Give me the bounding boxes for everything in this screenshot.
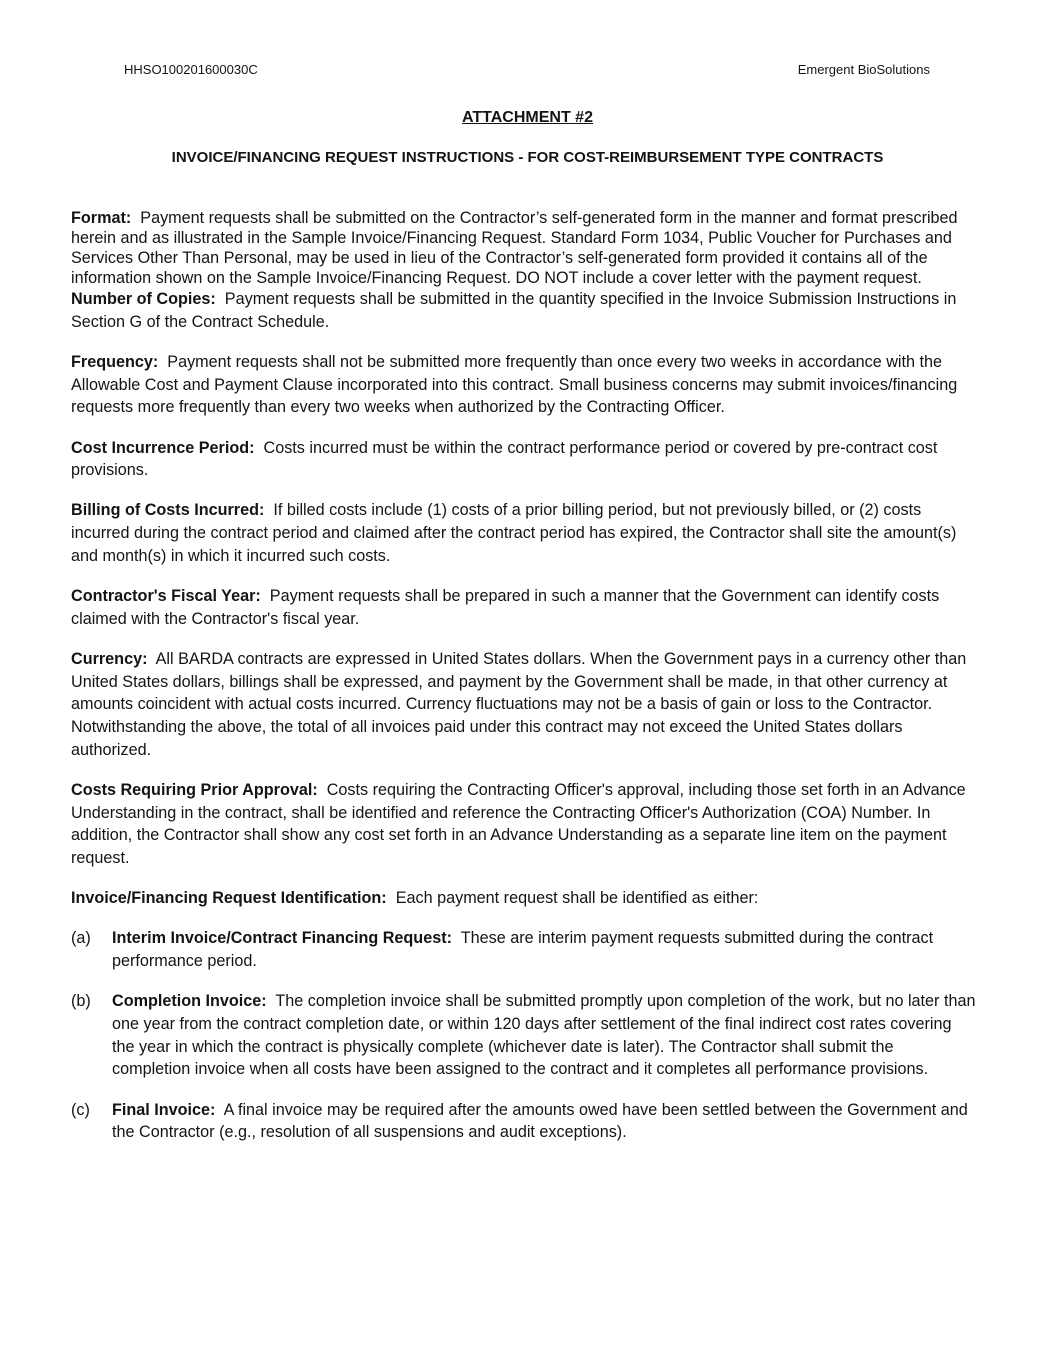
item-label: Interim Invoice/Contract Financing Request: xyxy=(112,929,452,948)
item-text: A final invoice may be required after the amounts owed have been settled between the Government and the Contractor (e.g., resolution of all suspensions and audit exceptions). xyxy=(112,1100,968,1142)
cost-period-section xyxy=(71,437,976,482)
identification-section xyxy=(71,887,976,910)
frequency-label: Frequency: xyxy=(71,352,159,371)
currency-section xyxy=(71,648,976,762)
frequency-text: Payment requests shall not be submitted more frequently than once every two weeks in accordance with the Allowable Cost and Payment Clause incorporated into this contract. Small business concerns may submit invoices/financing requests more frequently than every two weeks when authorized by the Contracting Officer. xyxy=(71,352,958,417)
identification-text: Each payment request shall be identified as either: xyxy=(395,889,759,908)
document-body xyxy=(71,208,976,1162)
currency-text: All BARDA contracts are expressed in United States dollars. When the Government pays in a currency other than United States dollars, billings shall be expressed, and payment by the Government shall be made, in that other currency at amounts coincident with actual costs incurred. Currency fluctuations may not be a basis of gain or loss to the Contractor. Notwithstanding the above, the total of all invoices paid under this contract may not exceed the United States dollars authorized. xyxy=(71,649,967,759)
item-marker: (c) xyxy=(71,1100,90,1119)
billing-text: If billed costs include (1) costs of a prior billing period, but not previously billed, or (2) costs incurred during the contract period and claimed after the contract period has expired, the Contractor shall site the amount(s) and month(s) in which it incurred such costs. xyxy=(71,501,957,565)
item-content xyxy=(112,990,976,1081)
page-title: INVOICE/FINANCING REQUEST INSTRUCTIONS - FOR COST-REIMBURSEMENT TYPE CONTRACTS xyxy=(171,149,884,166)
list-item-final xyxy=(71,1099,976,1144)
list-item-interim xyxy=(71,927,976,972)
prior-approval-label: Costs Requiring Prior Approval: xyxy=(71,780,318,799)
fiscal-year-label: Contractor's Fiscal Year: xyxy=(71,587,261,606)
copies-section xyxy=(71,288,976,333)
billing-section xyxy=(71,499,976,567)
item-marker: (b) xyxy=(71,992,91,1011)
item-marker: (a) xyxy=(71,929,91,948)
prior-approval-text: Costs requiring the Contracting Officer's approval, including those set forth in an Advance Understanding in the contract, shall be identified and reference the Contracting Officer's Authorization (COA) Number. In addition, the Contractor shall show any cost set forth in an Advance Understanding as a separate line item on the payment request. xyxy=(71,780,966,868)
frequency-section xyxy=(71,351,976,419)
format-label: Format: xyxy=(71,209,132,227)
cost-period-text: Costs incurred must be within the contract performance period or covered by pre-contract cost provisions. xyxy=(71,438,938,480)
attachment-title: ATTACHMENT #2 xyxy=(462,109,593,126)
format-section xyxy=(71,208,976,288)
company-name: Emergent BioSolutions xyxy=(797,62,930,77)
fiscal-year-section xyxy=(71,585,976,630)
copies-label: Number of Copies: xyxy=(71,290,216,308)
prior-approval-section xyxy=(71,779,976,870)
item-text: The completion invoice shall be submitted promptly upon completion of the work, but no later than one year from the contract completion date, or within 120 days after settlement of the final indirect cost rates covering the year in which the contract is physically complete (whichever date is later). The Contractor shall submit the completion invoice when all costs have been assigned to the contract and it completes all performance provisions. xyxy=(112,992,976,1079)
identification-label: Invoice/Financing Request Identification: xyxy=(71,889,387,908)
item-label: Completion Invoice: xyxy=(112,992,267,1011)
copies-text: Payment requests shall be submitted in the quantity specified in the Invoice Submission Instructions in Section G of the Contract Schedule. xyxy=(71,290,957,331)
item-content xyxy=(112,1099,976,1144)
list-item-completion xyxy=(71,990,976,1081)
item-content xyxy=(112,927,976,972)
billing-label: Billing of Costs Incurred: xyxy=(71,501,265,520)
item-label: Final Invoice: xyxy=(112,1100,216,1119)
format-text: Payment requests shall be submitted on the Contractor’s self-generated form in the manner and format prescribed herein and as illustrated in the Sample Invoice/Financing Request. Standard Form 1034, Public Voucher for Purchases and Services Other Than Personal, may be used in lieu of the Contractor’s self-generated form provided it contains all of the information shown on the Sample Invoice/Financing Request. DO NOT include a cover letter with the payment request. xyxy=(71,209,958,287)
currency-label: Currency: xyxy=(71,649,148,668)
cost-period-label: Cost Incurrence Period: xyxy=(71,438,255,457)
contract-number: HHSO100201600030C xyxy=(124,62,258,77)
item-text: These are interim payment requests submitted during the contract performance period. xyxy=(112,929,934,971)
fiscal-year-text: Payment requests shall be prepared in such a manner that the Government can identify costs claimed with the Contractor's fiscal year. xyxy=(71,587,940,628)
